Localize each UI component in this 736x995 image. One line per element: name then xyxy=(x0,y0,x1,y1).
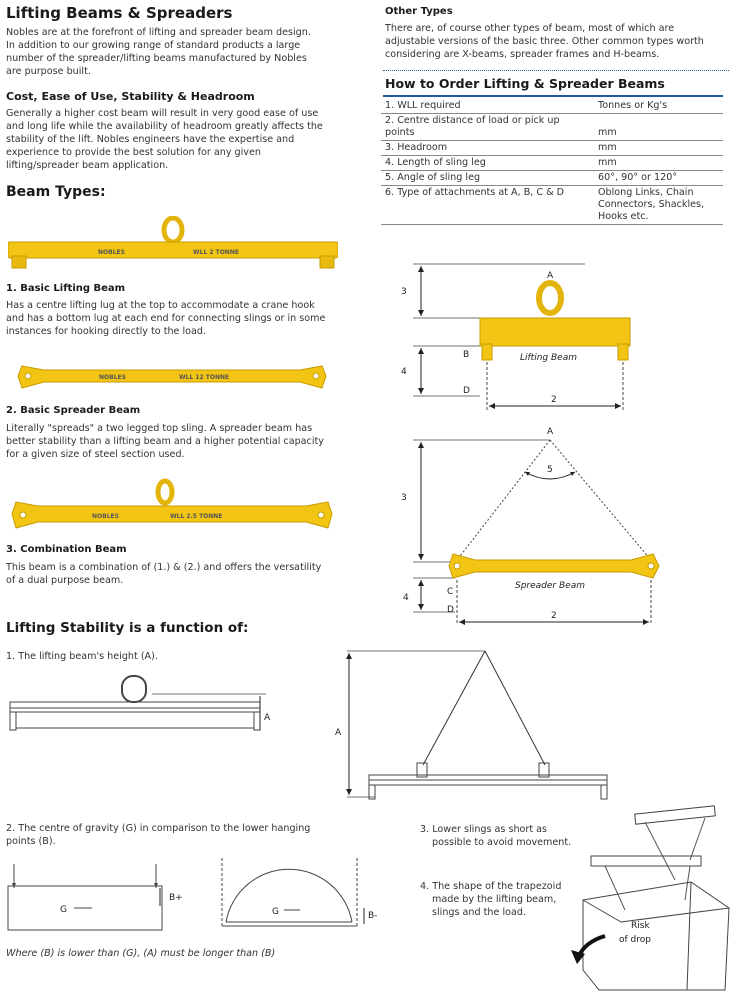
point-4-line: 4. The shape of the trapezoid xyxy=(420,881,562,892)
beam-label-wll: WLL 2.5 TONNE xyxy=(170,513,223,520)
point-2-line: 2. The centre of gravity (G) in comparison to the lower hanging xyxy=(6,823,311,834)
other-types-line: considering are X-beams, spreader frames and H-beams. xyxy=(385,49,660,60)
risk-label: of drop xyxy=(619,935,651,945)
page-title: Lifting Beams & Spreaders xyxy=(6,4,233,22)
spreader-beam-caption: Spreader Beam xyxy=(515,581,585,591)
point-a-label: A xyxy=(547,427,554,437)
beam-2-heading: 2. Basic Spreader Beam xyxy=(6,405,141,416)
other-types-line: adjustable versions of the basic three. Other common types worth xyxy=(385,36,704,47)
gravity-diagram-b-minus xyxy=(212,850,402,932)
dim-2-label: 2 xyxy=(551,611,557,621)
table-row xyxy=(381,171,723,186)
beam-label-brand: NOBLES xyxy=(92,513,119,520)
other-types-text xyxy=(385,22,730,61)
order-item: 2. Centre distance of load or pick up points xyxy=(381,114,594,141)
point-d-label: D xyxy=(463,386,470,396)
beam-label-wll: WLL 12 TONNE xyxy=(179,374,230,381)
cost-heading: Cost, Ease of Use, Stability & Headroom xyxy=(6,90,255,103)
risk-of-drop-diagram xyxy=(565,800,736,995)
beam-2-line: for a given size of steel section used. xyxy=(6,449,185,460)
order-item: 6. Type of attachments at A, B, C & D xyxy=(381,186,594,225)
beam-2-line: Literally "spreads" a two legged top sling. A spreader beam has xyxy=(6,423,313,434)
risk-label: Risk xyxy=(631,921,650,931)
divider xyxy=(383,70,729,72)
intro-line: are purpose built. xyxy=(6,66,91,77)
order-rule xyxy=(383,95,723,97)
point-4-line: made by the lifting beam, xyxy=(432,894,557,905)
gravity-diagram-b-plus xyxy=(4,856,204,938)
beam-1-line: Has a centre lifting lug at the top to accommodate a crane hook xyxy=(6,300,315,311)
order-item: 4. Length of sling leg xyxy=(381,156,594,171)
beam-1-heading: 1. Basic Lifting Beam xyxy=(6,283,126,294)
intro-line: Nobles are at the forefront of lifting and spreader beam design. xyxy=(6,27,311,38)
order-item: 1. WLL required xyxy=(381,99,594,114)
table-row xyxy=(381,99,723,114)
dim-4-label: 4 xyxy=(401,367,407,377)
g-label: G xyxy=(60,905,67,915)
order-heading: How to Order Lifting & Spreader Beams xyxy=(385,76,665,91)
order-unit: mm xyxy=(594,156,723,171)
intro-line: number of the spreader/lifting beams manufactured by Nobles xyxy=(6,53,307,64)
beam-1-line: and has a bottom lug at each end for connecting slings or in some xyxy=(6,313,326,324)
point-3-line: possible to avoid movement. xyxy=(432,837,572,848)
order-item: 5. Angle of sling leg xyxy=(381,171,594,186)
order-unit: mm xyxy=(594,141,723,156)
b-minus-label: B- xyxy=(368,911,378,921)
lifting-beam-caption: Lifting Beam xyxy=(520,353,577,363)
g-label: G xyxy=(272,907,279,917)
beam-1-line: instances for hooking directly to the load. xyxy=(6,326,207,337)
sling-height-diagram xyxy=(335,645,620,805)
beam-3-text xyxy=(6,561,356,587)
order-item: 3. Headroom xyxy=(381,141,594,156)
cost-text xyxy=(6,107,356,172)
height-a-label: A xyxy=(264,713,271,723)
beam-1-text xyxy=(6,299,356,338)
intro-text xyxy=(6,26,356,78)
dim-2-label: 2 xyxy=(551,395,557,405)
cost-line: experience to provide the best solution for any given xyxy=(6,147,261,158)
point-d-label: D xyxy=(447,605,454,615)
cost-line: stability of the lift. Nobles engineers have the expertise and xyxy=(6,134,295,145)
point-1-text: 1. The lifting beam's height (A). xyxy=(6,651,158,662)
point-4-line: slings and the load. xyxy=(432,907,526,918)
dim-3-label: 3 xyxy=(401,493,407,503)
where-note: Where (B) is lower than (G), (A) must be longer than (B) xyxy=(6,948,276,959)
combination-beam-photo xyxy=(10,478,334,538)
beam-3-heading: 3. Combination Beam xyxy=(6,544,127,555)
point-2-text xyxy=(6,822,310,848)
table-row xyxy=(381,114,723,141)
lifting-beam-diagram xyxy=(395,258,635,418)
height-big-a-label: A xyxy=(335,728,342,738)
point-c-label: C xyxy=(447,587,454,597)
angle-5-label: 5 xyxy=(547,465,553,475)
order-unit: Tonnes or Kg's xyxy=(594,99,723,114)
beam-2-text xyxy=(6,422,356,461)
order-table xyxy=(381,99,723,225)
beam-label-wll: WLL 2 TONNE xyxy=(193,249,239,256)
other-types-heading: Other Types xyxy=(385,6,453,17)
cost-line: Generally a higher cost beam will result in very good ease of use xyxy=(6,108,319,119)
other-types-line: There are, of course other types of beam, most of which are xyxy=(385,23,675,34)
spreader-beam-diagram xyxy=(395,420,660,630)
beam-height-diagram xyxy=(4,672,284,752)
point-3-text xyxy=(420,823,571,849)
dim-3-label: 3 xyxy=(401,287,407,297)
point-4-text xyxy=(420,880,561,919)
order-unit: Oblong Links, Chain Connectors, Shackles, Hooks etc. xyxy=(594,186,723,225)
order-unit: 60°, 90° or 120° xyxy=(594,171,723,186)
table-row xyxy=(381,141,723,156)
cost-line: lifting/spreader beam application. xyxy=(6,160,169,171)
cost-line: and long life while the availability of headroom greatly affects the xyxy=(6,121,323,132)
beam-label-brand: NOBLES xyxy=(98,249,125,256)
point-3-line: 3. Lower slings as short as xyxy=(420,824,548,835)
dim-4-label: 4 xyxy=(403,593,409,603)
beam-label-brand: NOBLES xyxy=(99,374,126,381)
spreader-beam-photo xyxy=(14,358,330,394)
point-2-line: points (B). xyxy=(6,836,56,847)
table-row xyxy=(381,156,723,171)
order-unit: mm xyxy=(594,114,723,141)
lifting-beam-photo xyxy=(8,216,338,272)
intro-line: In addition to our growing range of standard products a large xyxy=(6,40,301,51)
stability-heading: Lifting Stability is a function of: xyxy=(6,620,249,636)
beam-2-line: better stability than a lifting beam and a higher potential capacity xyxy=(6,436,324,447)
point-a-label: A xyxy=(547,271,554,281)
table-row xyxy=(381,186,723,225)
beam-3-line: This beam is a combination of (1.) & (2.) and offers the versatility xyxy=(6,562,322,573)
b-plus-label: B+ xyxy=(169,893,183,903)
beam-types-heading: Beam Types: xyxy=(6,184,106,200)
point-b-label: B xyxy=(463,350,470,360)
beam-3-line: of a dual purpose beam. xyxy=(6,575,124,586)
